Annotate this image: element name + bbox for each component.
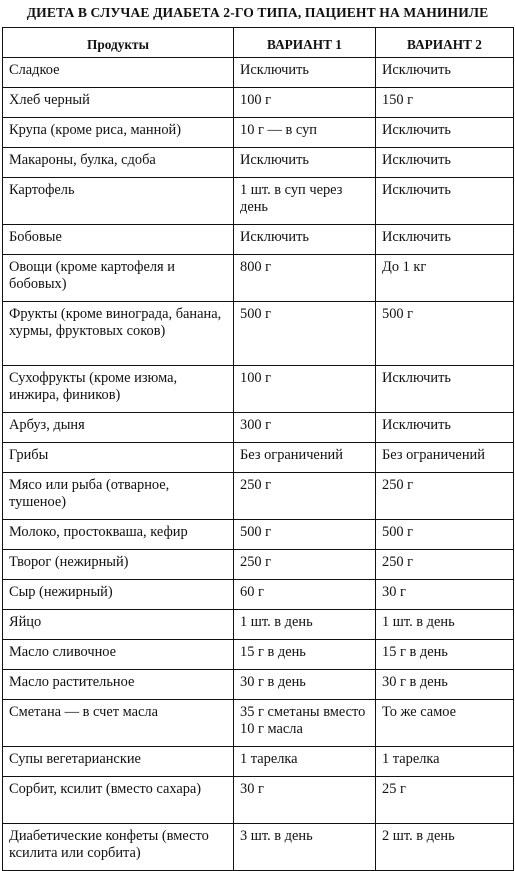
variant-1-cell: 30 г в день [234, 670, 376, 700]
variant-1-cell: Исключить [234, 58, 376, 88]
table-row [3, 302, 514, 366]
product-cell: Хлеб черный [3, 88, 234, 118]
table-row [3, 640, 514, 670]
table-row [3, 670, 514, 700]
product-cell: Сметана — в счет масла [3, 700, 234, 747]
table-row [3, 473, 514, 520]
variant-2-cell: Исключить [376, 178, 514, 225]
column-header-variant-2: ВАРИАНТ 2 [376, 28, 514, 58]
variant-1-cell: Исключить [234, 225, 376, 255]
table-header-row [3, 28, 514, 58]
variant-2-cell: 30 г в день [376, 670, 514, 700]
variant-2-cell: 2 шт. в день [376, 824, 514, 871]
page-title: ДИЕТА В СЛУЧАЕ ДИАБЕТА 2-ГО ТИПА, ПАЦИЕНТ НА МАНИНИЛЕ [26, 5, 489, 20]
product-cell: Мясо или рыба (отварное, тушеное) [3, 473, 234, 520]
table-row [3, 118, 514, 148]
product-cell: Овощи (кроме картофеля и бобовых) [3, 255, 234, 302]
variant-1-cell: 1 шт. в суп через день [234, 178, 376, 225]
table-body [3, 58, 514, 871]
variant-2-cell: 15 г в день [376, 640, 514, 670]
product-cell: Сладкое [3, 58, 234, 88]
product-cell: Макароны, булка, сдоба [3, 148, 234, 178]
product-cell: Сыр (нежирный) [3, 580, 234, 610]
product-cell: Яйцо [3, 610, 234, 640]
table-row [3, 58, 514, 88]
variant-2-cell: Без ограничений [376, 443, 514, 473]
product-cell: Картофель [3, 178, 234, 225]
table-row [3, 88, 514, 118]
table-row [3, 366, 514, 413]
variant-1-cell: 500 г [234, 302, 376, 366]
column-header-products: Продукты [3, 28, 234, 58]
variant-1-cell: 60 г [234, 580, 376, 610]
variant-1-cell: 15 г в день [234, 640, 376, 670]
variant-2-cell: 25 г [376, 777, 514, 824]
table-row [3, 700, 514, 747]
table-row [3, 550, 514, 580]
table-row [3, 824, 514, 871]
variant-2-cell: То же самое [376, 700, 514, 747]
table-row [3, 255, 514, 302]
variant-2-cell: До 1 кг [376, 255, 514, 302]
product-cell: Сорбит, ксилит (вместо сахара) [3, 777, 234, 824]
variant-1-cell: 100 г [234, 88, 376, 118]
variant-2-cell: 30 г [376, 580, 514, 610]
variant-1-cell: 800 г [234, 255, 376, 302]
variant-1-cell: Исключить [234, 148, 376, 178]
product-cell: Масло сливочное [3, 640, 234, 670]
product-cell: Масло растительное [3, 670, 234, 700]
variant-2-cell: Исключить [376, 366, 514, 413]
variant-1-cell: 35 г сметаны вместо 10 г масла [234, 700, 376, 747]
table-row [3, 413, 514, 443]
variant-2-cell: 250 г [376, 550, 514, 580]
product-cell: Фрукты (кроме винограда, банана, хурмы, фруктовых соков) [3, 302, 234, 366]
table-row [3, 148, 514, 178]
variant-2-cell: Исключить [376, 58, 514, 88]
table-row [3, 580, 514, 610]
product-cell: Арбуз, дыня [3, 413, 234, 443]
column-header-variant-1: ВАРИАНТ 1 [234, 28, 376, 58]
product-cell: Грибы [3, 443, 234, 473]
variant-1-cell: 1 тарелка [234, 747, 376, 777]
variant-1-cell: 100 г [234, 366, 376, 413]
table-row [3, 225, 514, 255]
variant-2-cell: Исключить [376, 148, 514, 178]
table-row [3, 777, 514, 824]
product-cell: Супы вегетарианские [3, 747, 234, 777]
variant-2-cell: Исключить [376, 413, 514, 443]
product-cell: Бобовые [3, 225, 234, 255]
variant-2-cell: Исключить [376, 118, 514, 148]
variant-1-cell: 1 шт. в день [234, 610, 376, 640]
product-cell: Крупа (кроме риса, манной) [3, 118, 234, 148]
table-row [3, 178, 514, 225]
variant-2-cell: 250 г [376, 473, 514, 520]
table-row [3, 747, 514, 777]
variant-1-cell: 10 г — в суп [234, 118, 376, 148]
variant-1-cell: 30 г [234, 777, 376, 824]
variant-2-cell: Исключить [376, 225, 514, 255]
variant-2-cell: 1 тарелка [376, 747, 514, 777]
table-row [3, 520, 514, 550]
product-cell: Диабетические конфеты (вместо ксилита или сорбита) [3, 824, 234, 871]
variant-1-cell: 3 шт. в день [234, 824, 376, 871]
diet-table [2, 27, 514, 871]
variant-2-cell: 150 г [376, 88, 514, 118]
product-cell: Творог (нежирный) [3, 550, 234, 580]
variant-2-cell: 1 шт. в день [376, 610, 514, 640]
variant-2-cell: 500 г [376, 520, 514, 550]
variant-1-cell: 300 г [234, 413, 376, 443]
product-cell: Молоко, простокваша, кефир [3, 520, 234, 550]
table-row [3, 443, 514, 473]
variant-2-cell: 500 г [376, 302, 514, 366]
variant-1-cell: 250 г [234, 473, 376, 520]
product-cell: Сухофрукты (кроме изюма, инжира, фиников) [3, 366, 234, 413]
variant-1-cell: 500 г [234, 520, 376, 550]
variant-1-cell: Без ограничений [234, 443, 376, 473]
table-row [3, 610, 514, 640]
variant-1-cell: 250 г [234, 550, 376, 580]
